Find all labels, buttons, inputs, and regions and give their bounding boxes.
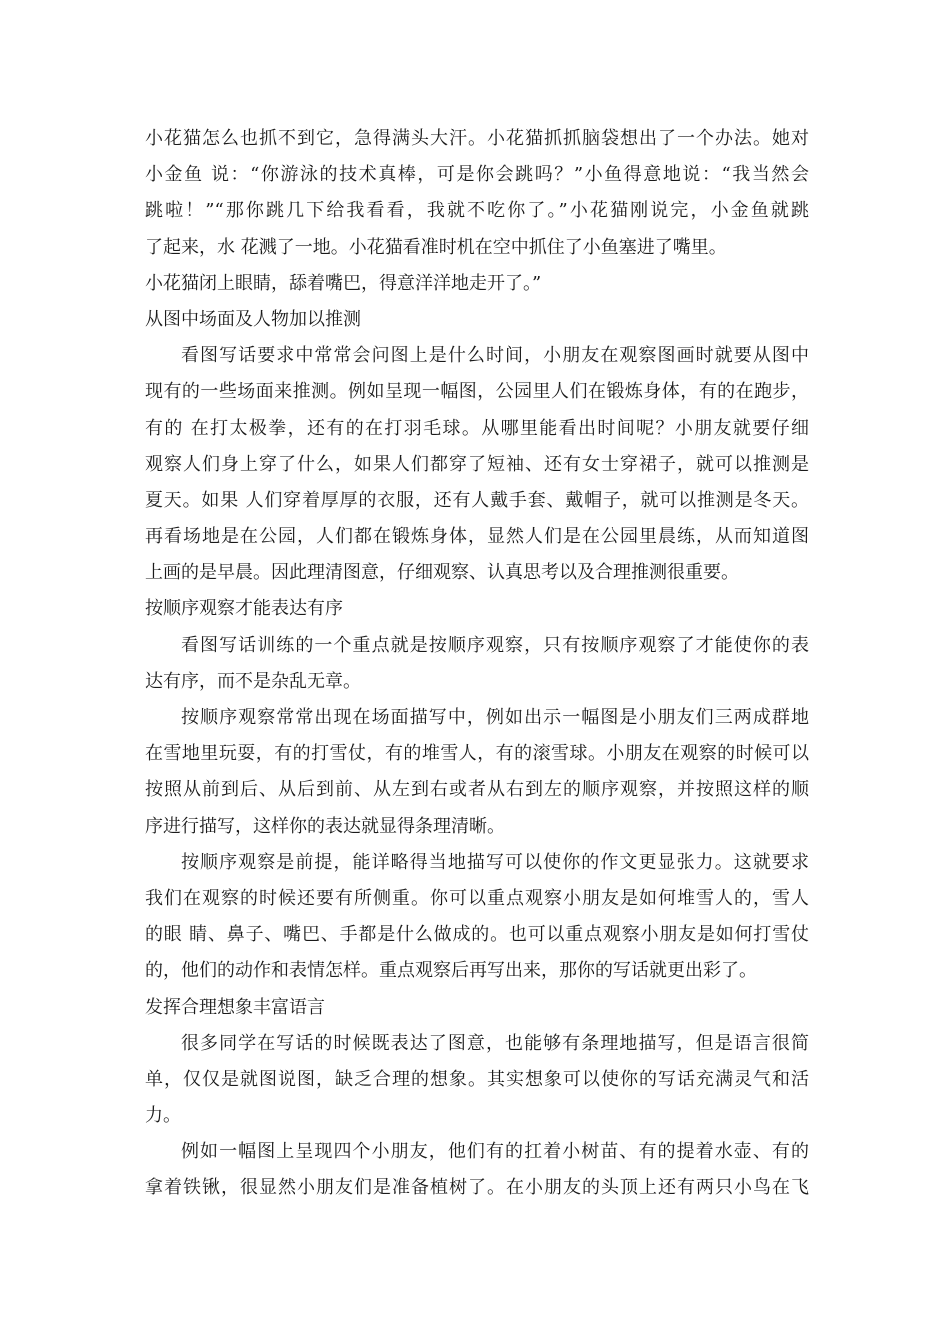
text-line: 小金鱼 说：“你游泳的技术真棒，可是你会跳吗？”小鱼得意地说：“我当然会 (145, 164, 809, 186)
text-line: 力。 (145, 1105, 181, 1127)
text-line: 按顺序观察是前提，能详略得当地描写可以使你的作文更显张力。这就要求 (181, 851, 809, 873)
section-heading: 从图中场面及人物加以推测 (145, 308, 361, 330)
text-line: 观察人们身上穿了什么，如果人们都穿了短袖、还有女士穿裙子，就可以推测是 (145, 453, 809, 475)
text-line: 拿着铁锹，很显然小朋友们是准备植树了。在小朋友的头顶上还有两只小鸟在飞 (145, 1177, 809, 1199)
section3-paragraph-1 (145, 1026, 809, 1135)
text-line: 很多同学在写话的时候既表达了图意，也能够有条理地描写，但是语言很简 (181, 1032, 809, 1054)
text-line: 的，他们的动作和表情怎样。重点观察后再写出来，那你的写话就更出彩了。 (145, 960, 757, 982)
text-line: 按顺序观察常常出现在场面描写中，例如出示一幅图是小朋友们三两成群地 (181, 707, 809, 728)
text-line: 了起来，水 花溅了一地。小花猫看准时机在空中抓住了小鱼塞进了嘴里。 (145, 236, 727, 258)
text-line: 例如一幅图上呈现四个小朋友，他们有的扛着小树苗、有的提着水壶、有的 (181, 1141, 809, 1163)
story-continuation (145, 121, 809, 302)
text-line: 看图写话要求中常常会问图上是什么时间，小朋友在观察图画时就要从图中 (181, 345, 809, 367)
section2-paragraph-2 (145, 700, 809, 845)
text-line: 单，仅仅是就图说图，缺乏合理的想象。其实想象可以使你的写话充满灵气和活 (145, 1068, 809, 1090)
text-line: 在雪地里玩耍，有的打雪仗，有的堆雪人，有的滚雪球。小朋友在观察的时候可以 (145, 743, 809, 765)
text-line: 跳啦！”“那你跳几下给我看看，我就不吃你了。”小花猫刚说完，小金鱼就跳 (145, 200, 809, 222)
text-line: 现有的一些场面来推测。例如呈现一幅图，公园里人们在锻炼身体，有的在跑步， (145, 381, 809, 403)
text-line: 夏天。如果 人们穿着厚厚的衣服，还有人戴手套、戴帽子，就可以推测是冬天。 (145, 489, 809, 511)
text-line: 上画的是早晨。因此理清图意，仔细观察、认真思考以及合理推测很重要。 (145, 562, 739, 584)
text-line: 看图写话训练的一个重点就是按顺序观察，只有按顺序观察了才能使你的表 (181, 634, 809, 656)
section2-paragraph-3 (145, 845, 809, 990)
section3-paragraph-2 (145, 1134, 809, 1206)
section-heading: 发挥合理想象丰富语言 (145, 996, 325, 1018)
document-page (145, 121, 809, 1207)
text-line: 达有序，而不是杂乱无章。 (145, 670, 361, 692)
section2-paragraph-1 (145, 628, 809, 700)
section1-paragraph (145, 338, 809, 591)
text-line: 有的 在打太极拳，还有的在打羽毛球。从哪里能看出时间呢？小朋友就要仔细 (145, 417, 809, 439)
text-line: 的眼 睛、鼻子、嘴巴、手都是什么做成的。也可以重点观察小朋友是如何打雪仗 (145, 924, 809, 946)
text-line: 再看场地是在公园，人们都在锻炼身体，显然人们是在公园里晨练，从而知道图 (145, 526, 809, 548)
text-line: 我们在观察的时候还要有所侧重。你可以重点观察小朋友是如何堆雪人的，雪人 (145, 887, 809, 909)
text-line: 按照从前到后、从后到前、从左到右或者从右到左的顺序观察，并按照这样的顺 (145, 779, 809, 801)
text-line: 序进行描写，这样你的表达就显得条理清晰。 (145, 815, 505, 837)
section-heading: 按顺序观察才能表达有序 (145, 598, 343, 620)
text-line: 小花猫怎么也抓不到它，急得满头大汗。小花猫抓抓脑袋想出了一个办法。她对 (145, 128, 809, 149)
text-line: 小花猫闭上眼睛，舔着嘴巴，得意洋洋地走开了。” (145, 272, 542, 294)
